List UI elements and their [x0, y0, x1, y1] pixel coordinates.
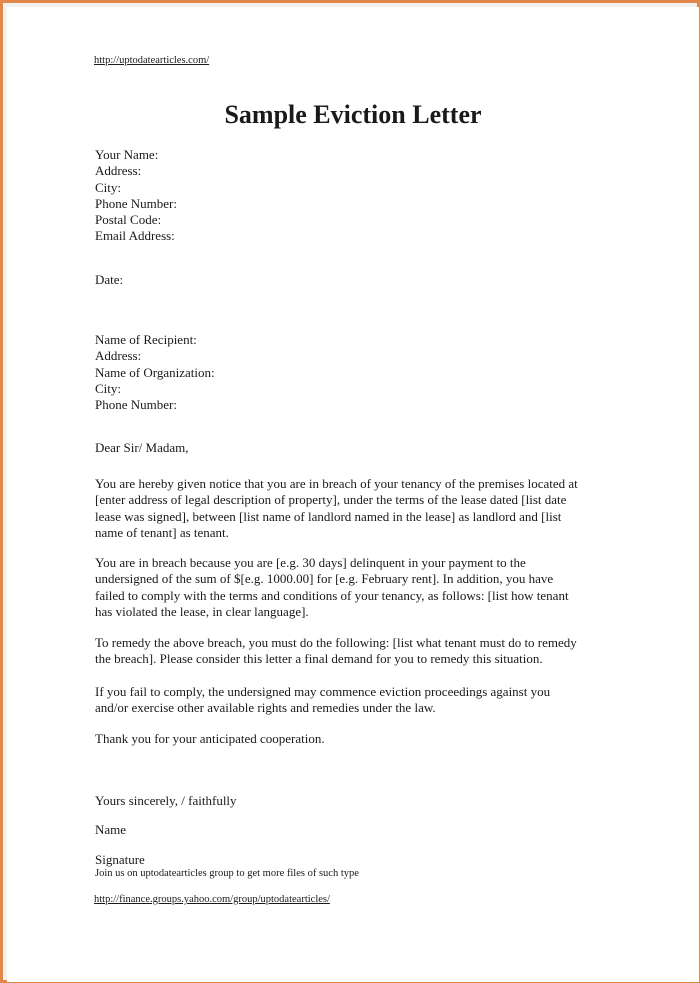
- paragraph-line: lease was signed], between [list name of landlord named in the lease] as landlord and [list: [95, 508, 562, 524]
- paragraph-line: the breach]. Please consider this letter a final demand for you to remedy this situation.: [95, 651, 543, 667]
- paragraph-line: If you fail to comply, the undersigned may commence eviction proceedings against you: [95, 684, 551, 699]
- paragraph-line: name of tenant] as tenant.: [95, 524, 229, 540]
- salutation: Dear Sir/ Madam,: [95, 440, 189, 455]
- recipient-city-label: City:: [95, 380, 122, 396]
- paragraph-line: has violated the lease, in clear language].: [95, 603, 309, 619]
- closing-line: Yours sincerely, / faithfully: [95, 793, 237, 808]
- letter-title: Sample Eviction Letter: [224, 100, 482, 129]
- bottom-link[interactable]: http://finance.groups.yahoo.com/group/uptodatearticles/: [94, 894, 330, 905]
- paragraph-line: undersigned of the sum of $[e.g. 1000.00] for [e.g. February rent]. In addition, you have: [95, 571, 554, 587]
- sender-phone-label: Phone Number:: [95, 195, 177, 211]
- recipient-organization-label: Name of Organization:: [95, 364, 215, 380]
- paragraph-line: [enter address of legal description of property], under the terms of the lease dated [list date: [95, 492, 567, 508]
- paragraph-breach: [95, 555, 615, 620]
- paragraph-line: and/or exercise other available rights and remedies under the law.: [95, 700, 436, 716]
- sender-name-label: Your Name:: [95, 147, 159, 162]
- recipient-block: [95, 332, 215, 413]
- sender-email-label: Email Address:: [95, 228, 175, 244]
- paragraph-notice: [95, 476, 615, 541]
- sender-address-label: Address:: [95, 163, 142, 179]
- paragraph-consequence: [95, 684, 615, 717]
- paragraph-line: failed to comply with the terms and conditions of your tenancy, as follows: [list how tenant: [95, 587, 569, 603]
- thanks-line: Thank you for your anticipated cooperation.: [95, 731, 325, 746]
- join-text: Join us on uptodatearticles group to get more files of such type: [95, 868, 359, 879]
- paragraph-line: To remedy the above breach, you must do the following: [list what tenant must do to remedy: [95, 635, 577, 650]
- signature-label: Signature: [95, 852, 145, 867]
- top-link[interactable]: http://uptodatearticles.com/: [94, 55, 210, 66]
- paragraph-remedy: [95, 635, 615, 668]
- recipient-name-label: Name of Recipient:: [95, 332, 197, 347]
- paragraph-line: You are hereby given notice that you are in breach of your tenancy of the premises located at: [95, 476, 578, 491]
- name-label: Name: [95, 822, 127, 837]
- document-page: [7, 7, 699, 982]
- sender-city-label: City:: [95, 179, 122, 195]
- sender-postal-label: Postal Code:: [95, 212, 162, 228]
- date-label: Date:: [95, 272, 124, 287]
- paragraph-line: You are in breach because you are [e.g. 30 days] delinquent in your payment to the: [95, 555, 526, 570]
- recipient-phone-label: Phone Number:: [95, 397, 177, 413]
- recipient-address-label: Address:: [95, 348, 142, 364]
- sender-block: [95, 147, 177, 245]
